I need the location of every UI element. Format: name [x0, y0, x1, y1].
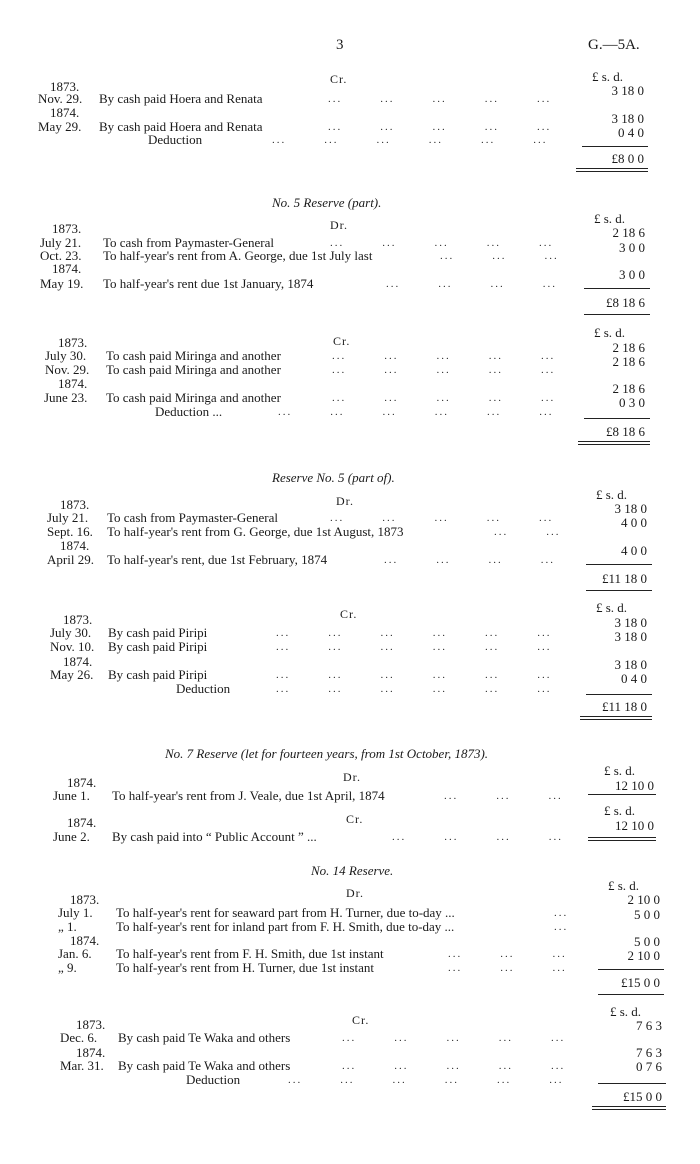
- total-amount: £11 18 0: [601, 699, 647, 714]
- year-label: 1874.: [52, 261, 82, 276]
- entry-amount: 0 4 0: [621, 671, 647, 686]
- entry-text: To cash paid Miringa and another: [106, 348, 281, 363]
- debit-header: Dr.: [336, 494, 354, 508]
- year-label: 1874.: [70, 933, 100, 948]
- entry-date: Jan. 6.: [58, 946, 92, 961]
- total-amount: £8 18 6: [606, 424, 645, 439]
- entry-text: To cash from Paymaster-General: [103, 235, 275, 250]
- leader-dots: ... ... ... ... ... ...: [272, 134, 548, 146]
- leader-dots: ... ... ... ... ... ...: [276, 641, 552, 653]
- entry-date: June 1.: [53, 788, 90, 803]
- entry-amount: 3 18 0: [614, 615, 647, 630]
- entry-date: May 29.: [38, 119, 82, 134]
- total-rule: [588, 794, 656, 795]
- entry-date: „ 9.: [58, 960, 77, 975]
- subtotal-rule: [582, 146, 648, 147]
- entry-text: By cash paid Piripi: [108, 639, 208, 654]
- year-label: 1873.: [70, 892, 100, 907]
- entry-date: May 19.: [40, 276, 84, 291]
- entry-amount: 2 18 6: [612, 340, 645, 355]
- document-reference: G.—5A.: [588, 37, 640, 53]
- entry-date: Sept. 16.: [47, 524, 93, 539]
- entry-date: Mar. 31.: [60, 1058, 104, 1073]
- leader-dots: ... ... ...: [448, 948, 567, 960]
- entry-amount: 12 10 0: [615, 818, 654, 833]
- entry-date: Nov. 29.: [45, 362, 90, 377]
- leader-dots: ... ... ... ... ...: [332, 392, 556, 404]
- subtotal-rule: [584, 288, 650, 289]
- leader-dots: ...: [554, 921, 569, 933]
- entry-amount: 2 18 6: [612, 354, 645, 369]
- entry-text: By cash paid Te Waka and others: [118, 1030, 291, 1045]
- total-amount: £15 0 0: [621, 975, 660, 990]
- entry-text: By cash paid Piripi: [108, 667, 208, 682]
- entry-amount: 0 3 0: [619, 395, 645, 410]
- entry-date: May 26.: [50, 667, 94, 682]
- subtotal-rule: [598, 1083, 666, 1084]
- leader-dots: ... ... ... ... ...: [330, 512, 554, 524]
- entry-amount: 3 0 0: [619, 240, 645, 255]
- year-label: 1873.: [58, 335, 88, 350]
- leader-dots: ... ... ... ... ...: [330, 237, 554, 249]
- entry-date: Nov. 10.: [50, 639, 95, 654]
- currency-header: £ s. d.: [596, 600, 628, 615]
- currency-header: £ s. d.: [604, 763, 636, 778]
- deduction-label: Deduction: [148, 132, 203, 147]
- year-label: 1873.: [52, 221, 82, 236]
- leader-dots: ... ... ... ... ...: [342, 1060, 566, 1072]
- entry-text: By cash paid into “ Public Account ” ...: [112, 829, 317, 844]
- credit-header: Cr.: [333, 334, 351, 348]
- total-double-rule: [580, 716, 652, 720]
- year-label: 1873.: [50, 79, 80, 94]
- leader-dots: ...: [554, 907, 569, 919]
- entry-text: By cash paid Piripi: [108, 625, 208, 640]
- entry-text: By cash paid Hoera and Renata: [99, 91, 263, 106]
- subtotal-rule: [586, 564, 652, 565]
- leader-dots: ... ... ... ...: [386, 278, 557, 290]
- entry-date: Oct. 23.: [40, 248, 82, 263]
- total-rule: [586, 590, 652, 591]
- entry-amount: 4 0 0: [621, 515, 647, 530]
- year-label: 1873.: [76, 1017, 106, 1032]
- entry-text: To cash paid Miringa and another: [106, 362, 281, 377]
- year-label: 1873.: [60, 497, 90, 512]
- entry-text: To half-year's rent, due 1st February, 1874: [107, 552, 328, 567]
- subtotal-rule: [584, 418, 650, 419]
- entry-amount: 3 18 0: [611, 111, 644, 126]
- entry-text: To cash paid Miringa and another: [106, 390, 281, 405]
- entry-text: By cash paid Hoera and Renata: [99, 119, 263, 134]
- entry-date: „ 1.: [58, 919, 77, 934]
- leader-dots: ... ... ... ... ...: [328, 93, 552, 105]
- currency-header: £ s. d.: [594, 211, 626, 226]
- entry-text: To half-year's rent from H. Turner, due 1st instant: [116, 960, 374, 975]
- entry-text: To half-year's rent from J. Veale, due 1st April, 1874: [112, 788, 385, 803]
- entry-amount: 3 18 0: [614, 501, 647, 516]
- entry-text: To half-year's rent due 1st January, 1874: [103, 276, 314, 291]
- leader-dots: ... ... ... ... ... ...: [278, 406, 554, 418]
- total-double-rule: [592, 1106, 666, 1110]
- entry-text: To half-year's rent for seaward part from H. Turner, due to-day ...: [116, 905, 455, 920]
- entry-amount: 5 0 0: [634, 907, 660, 922]
- entry-date: July 30.: [45, 348, 87, 363]
- entry-date: July 1.: [58, 905, 93, 920]
- leader-dots: ... ... ... ...: [384, 554, 555, 566]
- year-label: 1874.: [67, 815, 97, 830]
- leader-dots: ... ... ... ... ...: [332, 350, 556, 362]
- total-double-rule: [576, 168, 648, 172]
- leader-dots: ... ... ... ... ... ...: [276, 627, 552, 639]
- entry-date: July 21.: [40, 235, 82, 250]
- leader-dots: ... ... ...: [444, 790, 563, 802]
- debit-header: Dr.: [346, 886, 364, 900]
- account-title: No. 5 Reserve (part).: [272, 195, 382, 210]
- credit-header: Cr.: [346, 812, 364, 826]
- entry-amount: 2 18 6: [612, 225, 645, 240]
- credit-header: Cr.: [352, 1013, 370, 1027]
- currency-header: £ s. d.: [608, 878, 640, 893]
- entry-date: July 21.: [47, 510, 89, 525]
- entry-date: June 2.: [53, 829, 90, 844]
- entry-date: Nov. 29.: [38, 91, 83, 106]
- total-double-rule: [578, 441, 650, 445]
- total-amount: £15 0 0: [623, 1089, 662, 1104]
- account-title: Reserve No. 5 (part of).: [272, 470, 395, 485]
- subtotal-rule: [586, 694, 652, 695]
- entry-text: By cash paid Te Waka and others: [118, 1058, 291, 1073]
- currency-header: £ s. d.: [592, 69, 624, 84]
- entry-text: To cash from Paymaster-General: [107, 510, 279, 525]
- account-title: No. 7 Reserve (let for fourteen years, from 1st October, 1873).: [165, 746, 489, 761]
- deduction-label: Deduction ...: [155, 404, 223, 419]
- currency-header: £ s. d.: [594, 325, 626, 340]
- year-label: 1873.: [63, 612, 93, 627]
- debit-header: Dr.: [343, 770, 361, 784]
- entry-text: To half-year's rent from G. George, due 1st August, 1873: [107, 524, 404, 539]
- entry-amount: 7 6 3: [636, 1018, 662, 1033]
- deduction-label: Deduction: [186, 1072, 241, 1087]
- entry-amount: 0 4 0: [618, 125, 644, 140]
- leader-dots: ... ... ... ... ...: [342, 1032, 566, 1044]
- leader-dots: ... ... ...: [448, 962, 567, 974]
- entry-text: To half-year's rent from A. George, due 1st July last: [103, 248, 373, 263]
- currency-header: £ s. d.: [604, 803, 636, 818]
- leader-dots: ... ... ... ... ...: [332, 364, 556, 376]
- leader-dots: ... ... ... ... ... ...: [288, 1074, 564, 1086]
- year-label: 1874.: [50, 105, 80, 120]
- entry-amount: 4 0 0: [621, 543, 647, 558]
- total-rule: [598, 994, 664, 995]
- leader-dots: ... ... ...: [440, 250, 559, 262]
- credit-header: Cr.: [340, 607, 358, 621]
- leader-dots: ... ...: [494, 526, 561, 538]
- year-label: 1874.: [63, 654, 93, 669]
- entry-amount: 2 18 6: [612, 381, 645, 396]
- total-double-rule: [588, 837, 656, 841]
- entry-date: April 29.: [47, 552, 94, 567]
- leader-dots: ... ... ... ... ... ...: [276, 683, 552, 695]
- entry-text: To half-year's rent from F. H. Smith, due 1st instant: [116, 946, 384, 961]
- entry-date: July 30.: [50, 625, 92, 640]
- total-amount: £8 0 0: [611, 151, 644, 166]
- debit-header: Dr.: [330, 218, 348, 232]
- total-amount: £8 18 6: [606, 295, 645, 310]
- leader-dots: ... ... ... ... ...: [328, 121, 552, 133]
- entry-amount: 3 18 0: [611, 83, 644, 98]
- entry-amount: 0 7 6: [636, 1059, 662, 1074]
- entry-amount: 3 18 0: [614, 657, 647, 672]
- entry-date: June 23.: [44, 390, 88, 405]
- entry-amount: 3 0 0: [619, 267, 645, 282]
- entry-date: Dec. 6.: [60, 1030, 98, 1045]
- currency-header: £ s. d.: [596, 487, 628, 502]
- entry-amount: 7 6 3: [636, 1045, 662, 1060]
- page-number: 3: [336, 37, 344, 53]
- year-label: 1874.: [60, 538, 90, 553]
- total-rule: [584, 314, 650, 315]
- account-title: No. 14 Reserve.: [311, 863, 394, 878]
- year-label: 1874.: [67, 775, 97, 790]
- entry-amount: 2 10 0: [627, 948, 660, 963]
- currency-header: £ s. d.: [610, 1004, 642, 1019]
- leader-dots: ... ... ... ... ... ...: [276, 669, 552, 681]
- deduction-label: Deduction: [176, 681, 231, 696]
- entry-amount: 3 18 0: [614, 629, 647, 644]
- credit-header: Cr.: [330, 72, 348, 86]
- leader-dots: ... ... ... ...: [392, 831, 563, 843]
- entry-amount: 5 0 0: [634, 934, 660, 949]
- entry-amount: 12 10 0: [615, 778, 654, 793]
- subtotal-rule: [598, 969, 664, 970]
- entry-text: To half-year's rent for inland part from F. H. Smith, due to-day ...: [116, 919, 455, 934]
- year-label: 1874.: [76, 1045, 106, 1060]
- total-amount: £11 18 0: [601, 571, 647, 586]
- entry-amount: 2 10 0: [627, 892, 660, 907]
- year-label: 1874.: [58, 376, 88, 391]
